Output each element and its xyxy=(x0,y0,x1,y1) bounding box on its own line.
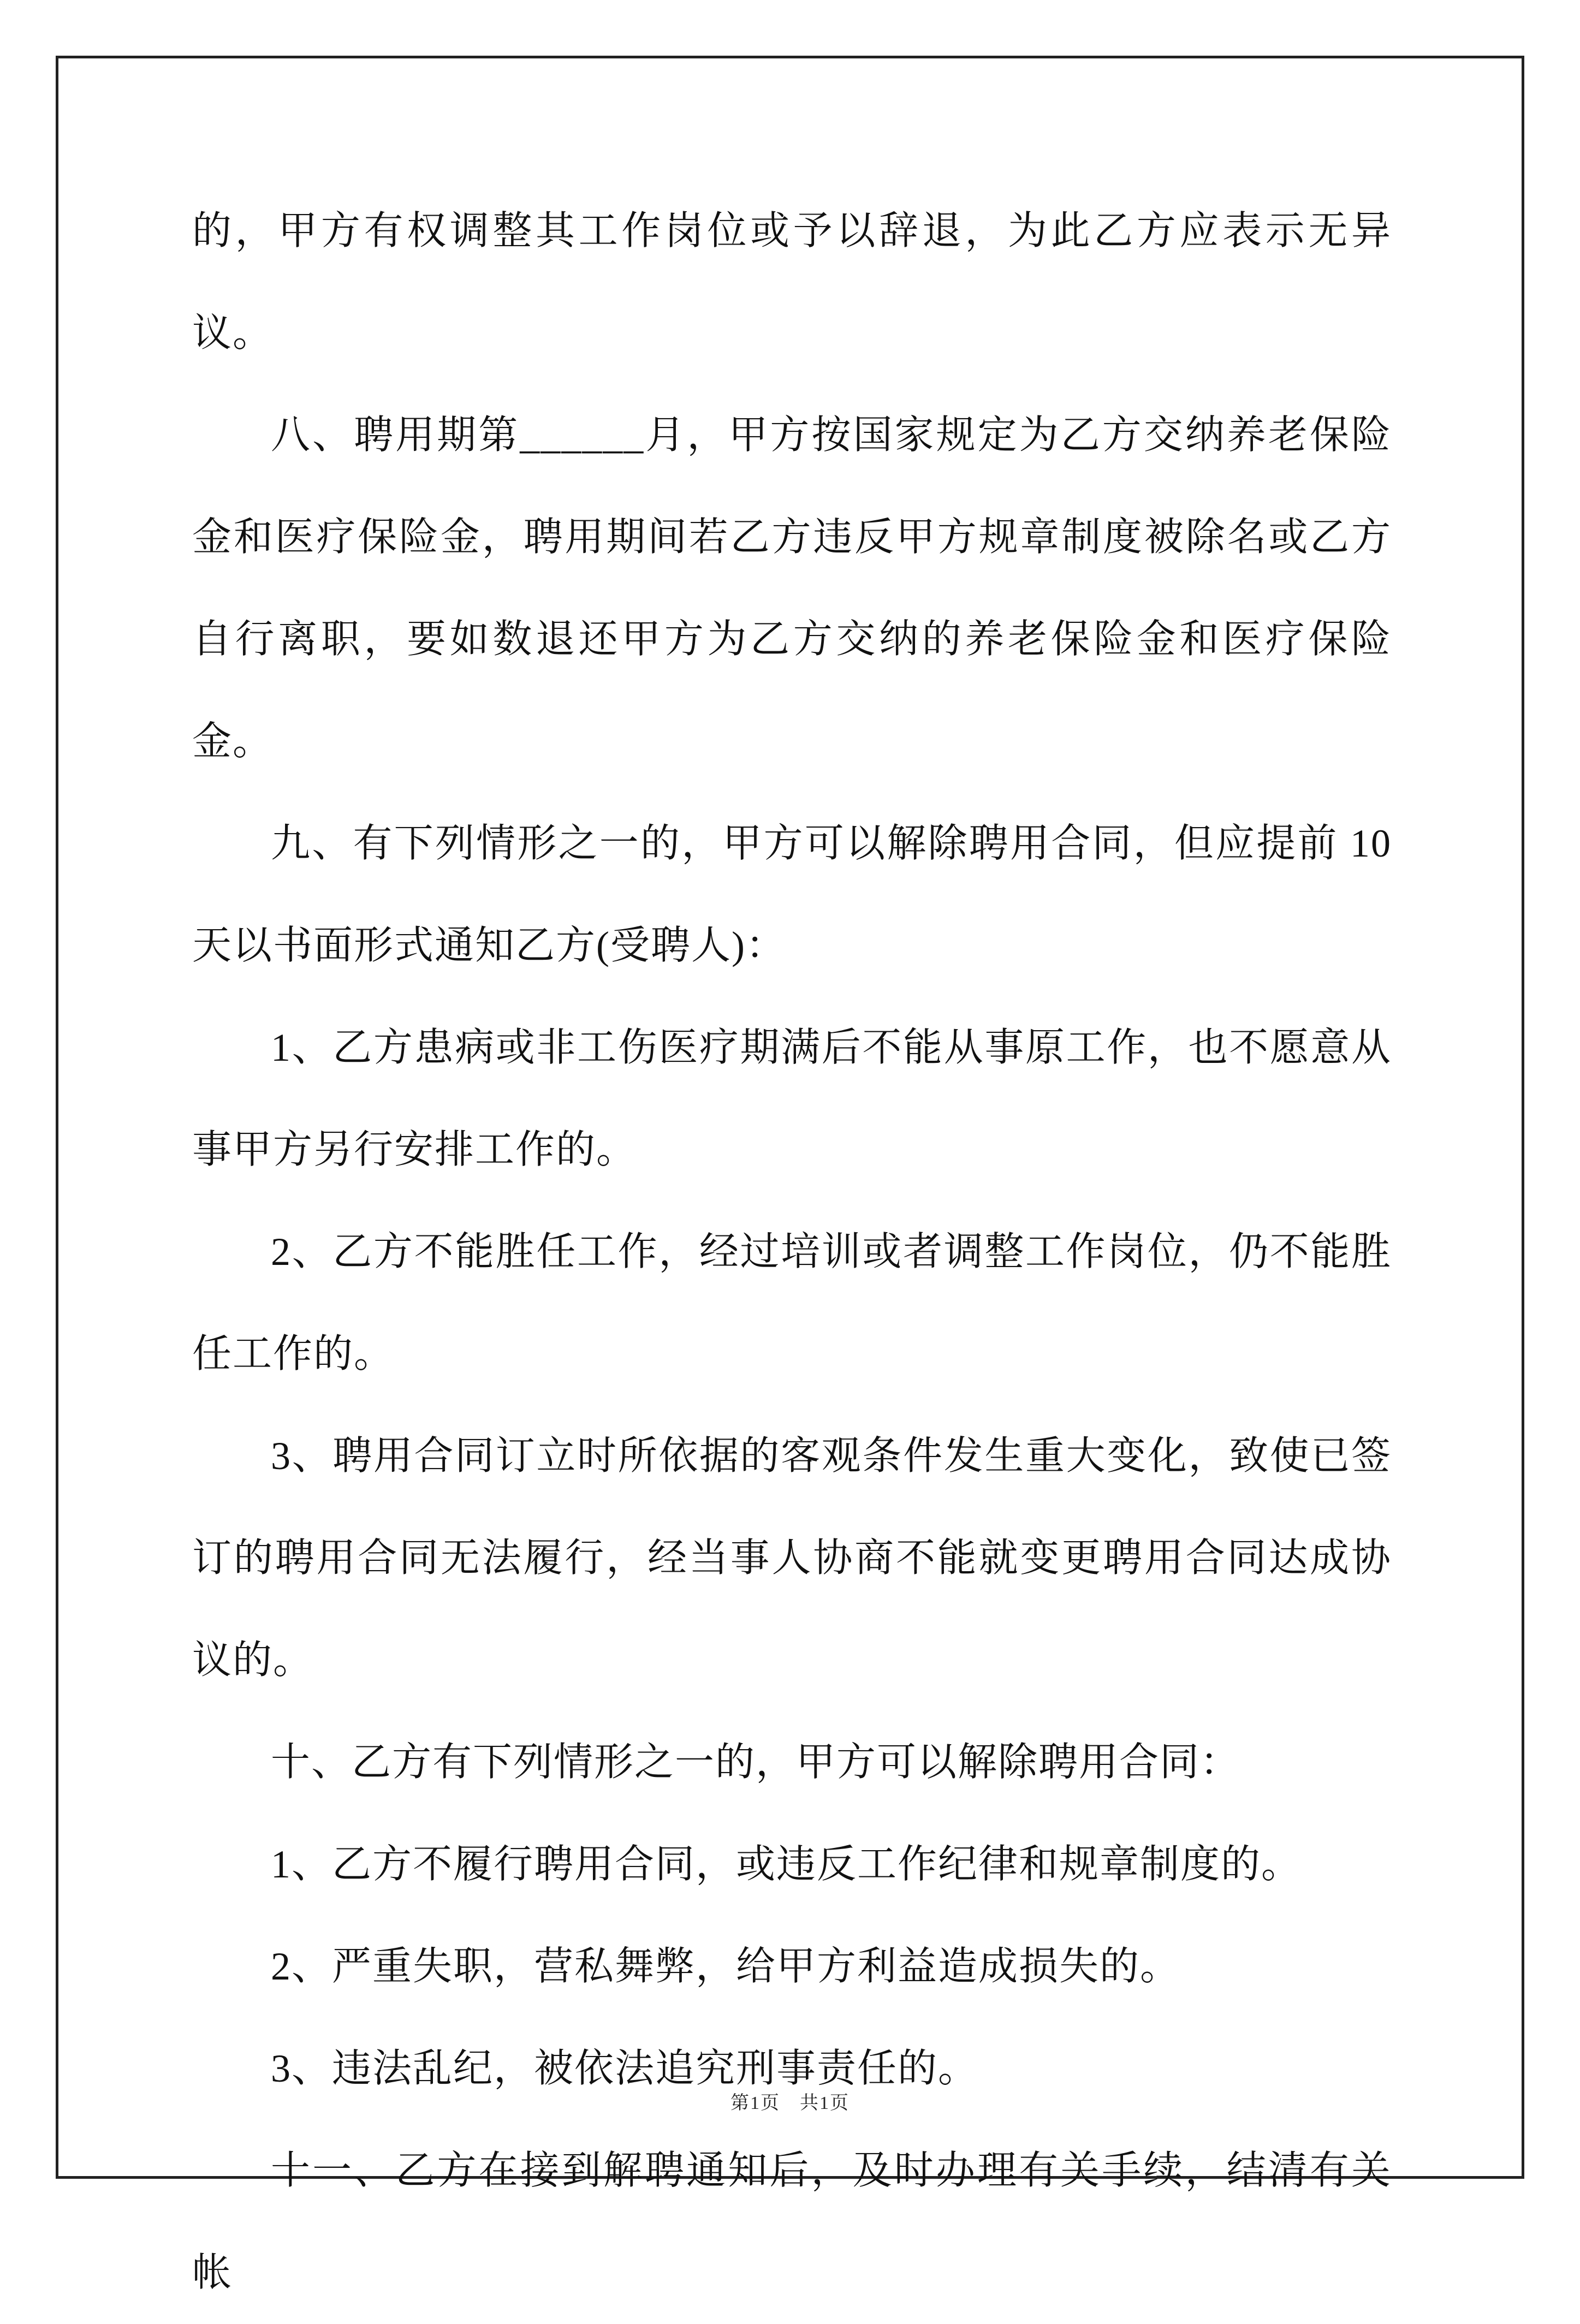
paragraph: 1、乙方不履行聘用合同，或违反工作纪律和规章制度的。 xyxy=(271,1842,1302,1886)
paragraph: 的，甲方有权调整其工作岗位或予以辞退，为此乙方应表示无异议。 xyxy=(192,209,1392,355)
paragraph: 2、乙方不能胜任工作，经过培训或者调整工作岗位，仍不能胜任工作的。 xyxy=(192,1230,1392,1376)
paragraph: 八、聘用期第______月，甲方按国家规定为乙方交纳养老保险金和医疗保险金，聘用期间若乙方违反甲方规章制度被除名或乙方自行离职，要如数退还甲方为乙方交纳的养老保险金和医疗保险金。 xyxy=(192,413,1392,763)
paragraph: 3、违法乱纪，被依法追究刑事责任的。 xyxy=(271,2047,979,2090)
contract-body xyxy=(192,180,1392,2324)
paragraph: 十、乙方有下列情形之一的，甲方可以解除聘用合同： xyxy=(271,1740,1241,1784)
paragraph: 2、严重失职，营私舞弊，给甲方利益造成损失的。 xyxy=(271,1945,1181,1988)
paragraph: 九、有下列情形之一的，甲方可以解除聘用合同，但应提前 10 天以书面形式通知乙方(受聘人)： xyxy=(192,822,1392,967)
page-number: 第1页 共1页 xyxy=(730,2093,850,2113)
paragraph: 3、聘用合同订立时所依据的客观条件发生重大变化，致使已签订的聘用合同无法履行，经当事人协商不能就变更聘用合同达成协议的。 xyxy=(192,1434,1392,1682)
paragraph: 1、乙方患病或非工伤医疗期满后不能从事原工作，也不愿意从事甲方另行安排工作的。 xyxy=(192,1026,1392,1172)
page-footer xyxy=(0,2090,1580,2117)
paragraph: 十一、乙方在接到解聘通知后，及时办理有关手续，结清有关帐 xyxy=(192,2149,1392,2295)
